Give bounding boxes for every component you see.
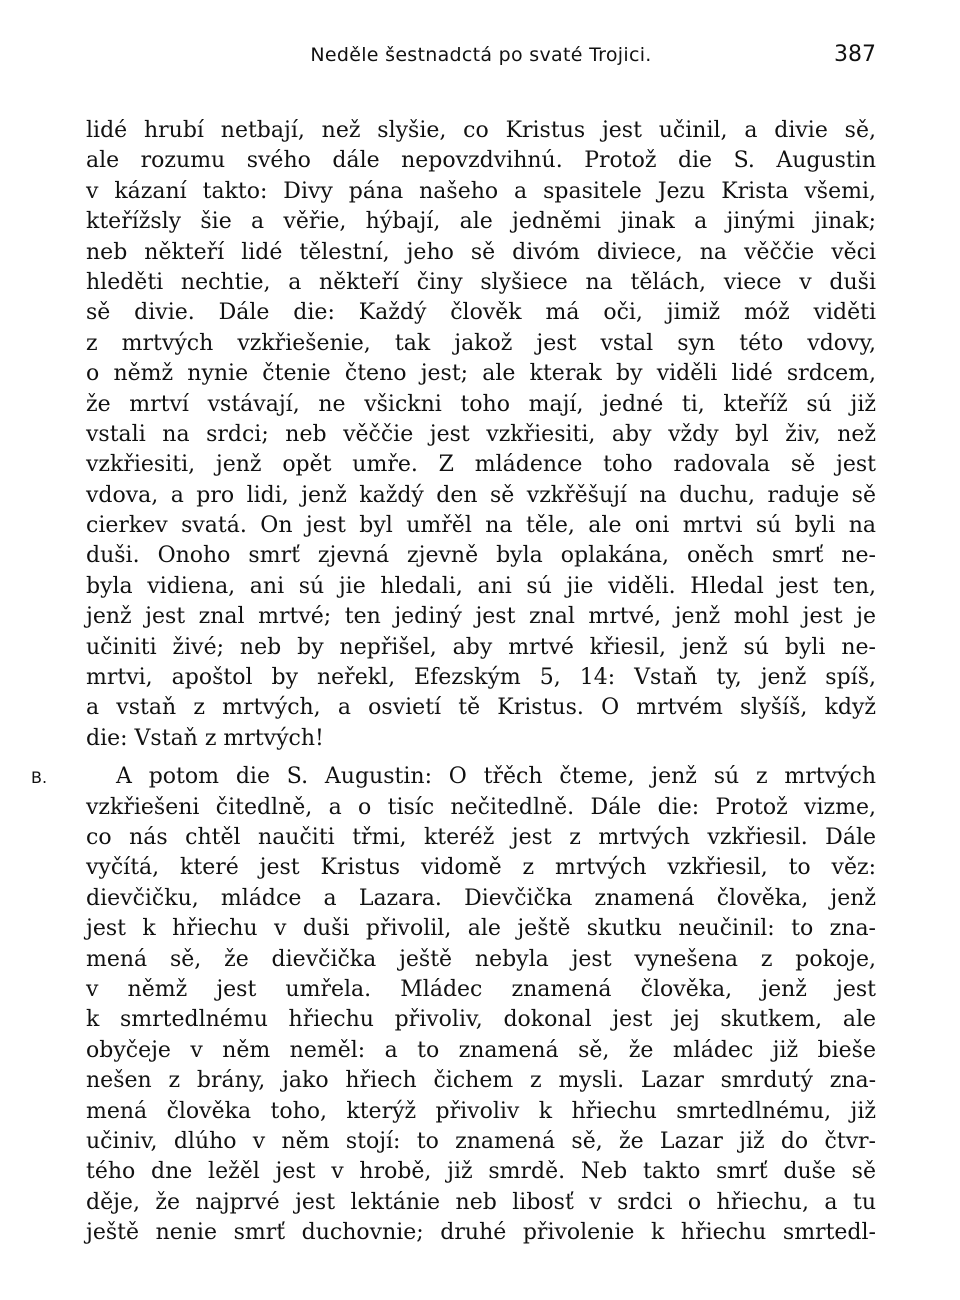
text-line: vyčítá, které jest Kristus vidomě z mrtvých vzkřiesil, to věz: — [86, 855, 876, 881]
text-line: mená člověka toho, kterýž přivoliv k hřiechu smrtedlnému, již — [86, 1098, 876, 1124]
text-line: vzkřiesiti, jenž opět umře. Z mládence toho radovala sě jest — [86, 452, 876, 478]
text-line: neb někteří lidé tělestní, jeho sě divóm diviece, na věččie věci — [86, 239, 876, 265]
text-line: že mrtví vstávají, ne všickni toho mají, jedné ti, kteříž sú již — [86, 391, 876, 417]
text-line: duši. Onoho smrť zjevná zjevně byla oplakána, oněch smrť ne- — [86, 543, 876, 569]
text-line: o němž nynie čtenie čteno jest; ale kterak by viděli lidé srdcem, — [86, 361, 876, 387]
text-line: A potom die S. Augustin: O třěch čteme, jenž sú z mrtvých — [116, 764, 876, 790]
body-text — [31, 116, 876, 1248]
text-line: nešen z brány, jako hřiech čichem z mysli. Lazar smrdutý zna- — [86, 1068, 876, 1094]
paragraph-2 — [31, 762, 876, 1248]
text-line: mrtvi, apoštol by neřekl, Efezským 5, 14: Vstaň ty, jenž spíš, — [86, 665, 876, 691]
text-line: vstali na srdci; neb věččie jest vzkřiesiti, aby vždy byl živ, než — [86, 421, 876, 447]
text-line: lidé hrubí netbají, než slyšie, co Kristus jest učinil, a divie sě, — [86, 118, 876, 143]
text-line: cierkev svatá. On jest byl umřěl na těle, ale oni mrtvi sú byli na — [86, 513, 876, 539]
text-line: hleděti nechtie, a někteří činy slyšiece na tělách, viece v duši — [86, 269, 876, 295]
text-line: v kázaní takto: Divy pána našeho a spasitele Jezu Krista všemi, — [86, 178, 876, 204]
text-line: kteřížsly šie a věřie, hýbají, ale jedněmi jinak a jinými jinak; — [86, 209, 876, 235]
running-head — [86, 44, 876, 74]
text-line: ještě nenie smrť duchovnie; druhé přivolenie k hřiechu smrtedl- — [86, 1220, 876, 1246]
text-line: učiniv, dlúho v něm stojí: to znamená sě, že Lazar již do čtvr- — [86, 1128, 876, 1154]
text-line: sě divie. Dále die: Každý člověk má oči, jimiž móž viděti — [86, 300, 876, 326]
text-line: z mrtvých vzkřiešenie, tak jakož jest vstal syn této vdovy, — [86, 330, 876, 356]
text-line: byla vidiena, ani sú jie hledali, ani sú jie viděli. Hledal jest ten, — [86, 573, 876, 599]
text-line: vdova, a pro lidi, jenž každý den sě vzkřěšují na duchu, raduje sě — [86, 482, 876, 508]
text-line: vzkřiešeni čitedlně, a o tisíc nečitedlně. Dále die: Protož vizme, — [86, 794, 876, 820]
text-line: k smrtedlnému hřiechu přivoliv, dokonal jest jej skutkem, ale — [86, 1007, 876, 1033]
text-line: die: Vstaň z mrtvých! — [86, 725, 324, 751]
page-number: 387 — [834, 42, 876, 67]
text-line: jest k hřiechu v duši přivolil, ale ještě skutku neučinil: to zna- — [86, 916, 876, 942]
text-line: tého dne ležěl jest v hrobě, již smrdě. Neb takto smrť duše sě — [86, 1159, 876, 1185]
text-line: děje, že najprvé jest lektánie neb libosť v srdci o hřiechu, a tu — [86, 1189, 876, 1215]
text-line: mená sě, že dievčička ještě nebyla jest vynešena z pokoje, — [86, 946, 876, 972]
text-line: a vstaň z mrtvých, a osvietí tě Kristus. O mrtvém slyšíš, když — [86, 695, 876, 721]
text-line: obyčeje v něm neměl: a to znamená sě, že mládec již bieše — [86, 1037, 876, 1063]
text-line: učiniti živé; neb by nepřišel, aby mrtvé křiesil, jenž sú byli ne- — [86, 634, 876, 660]
margin-section-marker: B. — [31, 768, 48, 788]
paragraph-1 — [86, 116, 876, 754]
text-line: ale rozumu svého dále nepovzdvihnú. Protož die S. Augustin — [86, 148, 876, 174]
text-line: v němž jest umřela. Mládec znamená člověka, jenž jest — [86, 976, 876, 1002]
running-title: Neděle šestnadctá po svaté Trojici. — [310, 44, 652, 66]
text-line: co nás chtěl naučiti třmi, kteréž jest z mrtvých vzkřiesil. Dále — [86, 824, 876, 850]
text-line: dievčičku, mládce a Lazara. Dievčička znamená člověka, jenž — [86, 885, 876, 911]
text-line: jenž jest znal mrtvé; ten jediný jest znal mrtvé, jenž mohl jest je — [86, 604, 876, 630]
